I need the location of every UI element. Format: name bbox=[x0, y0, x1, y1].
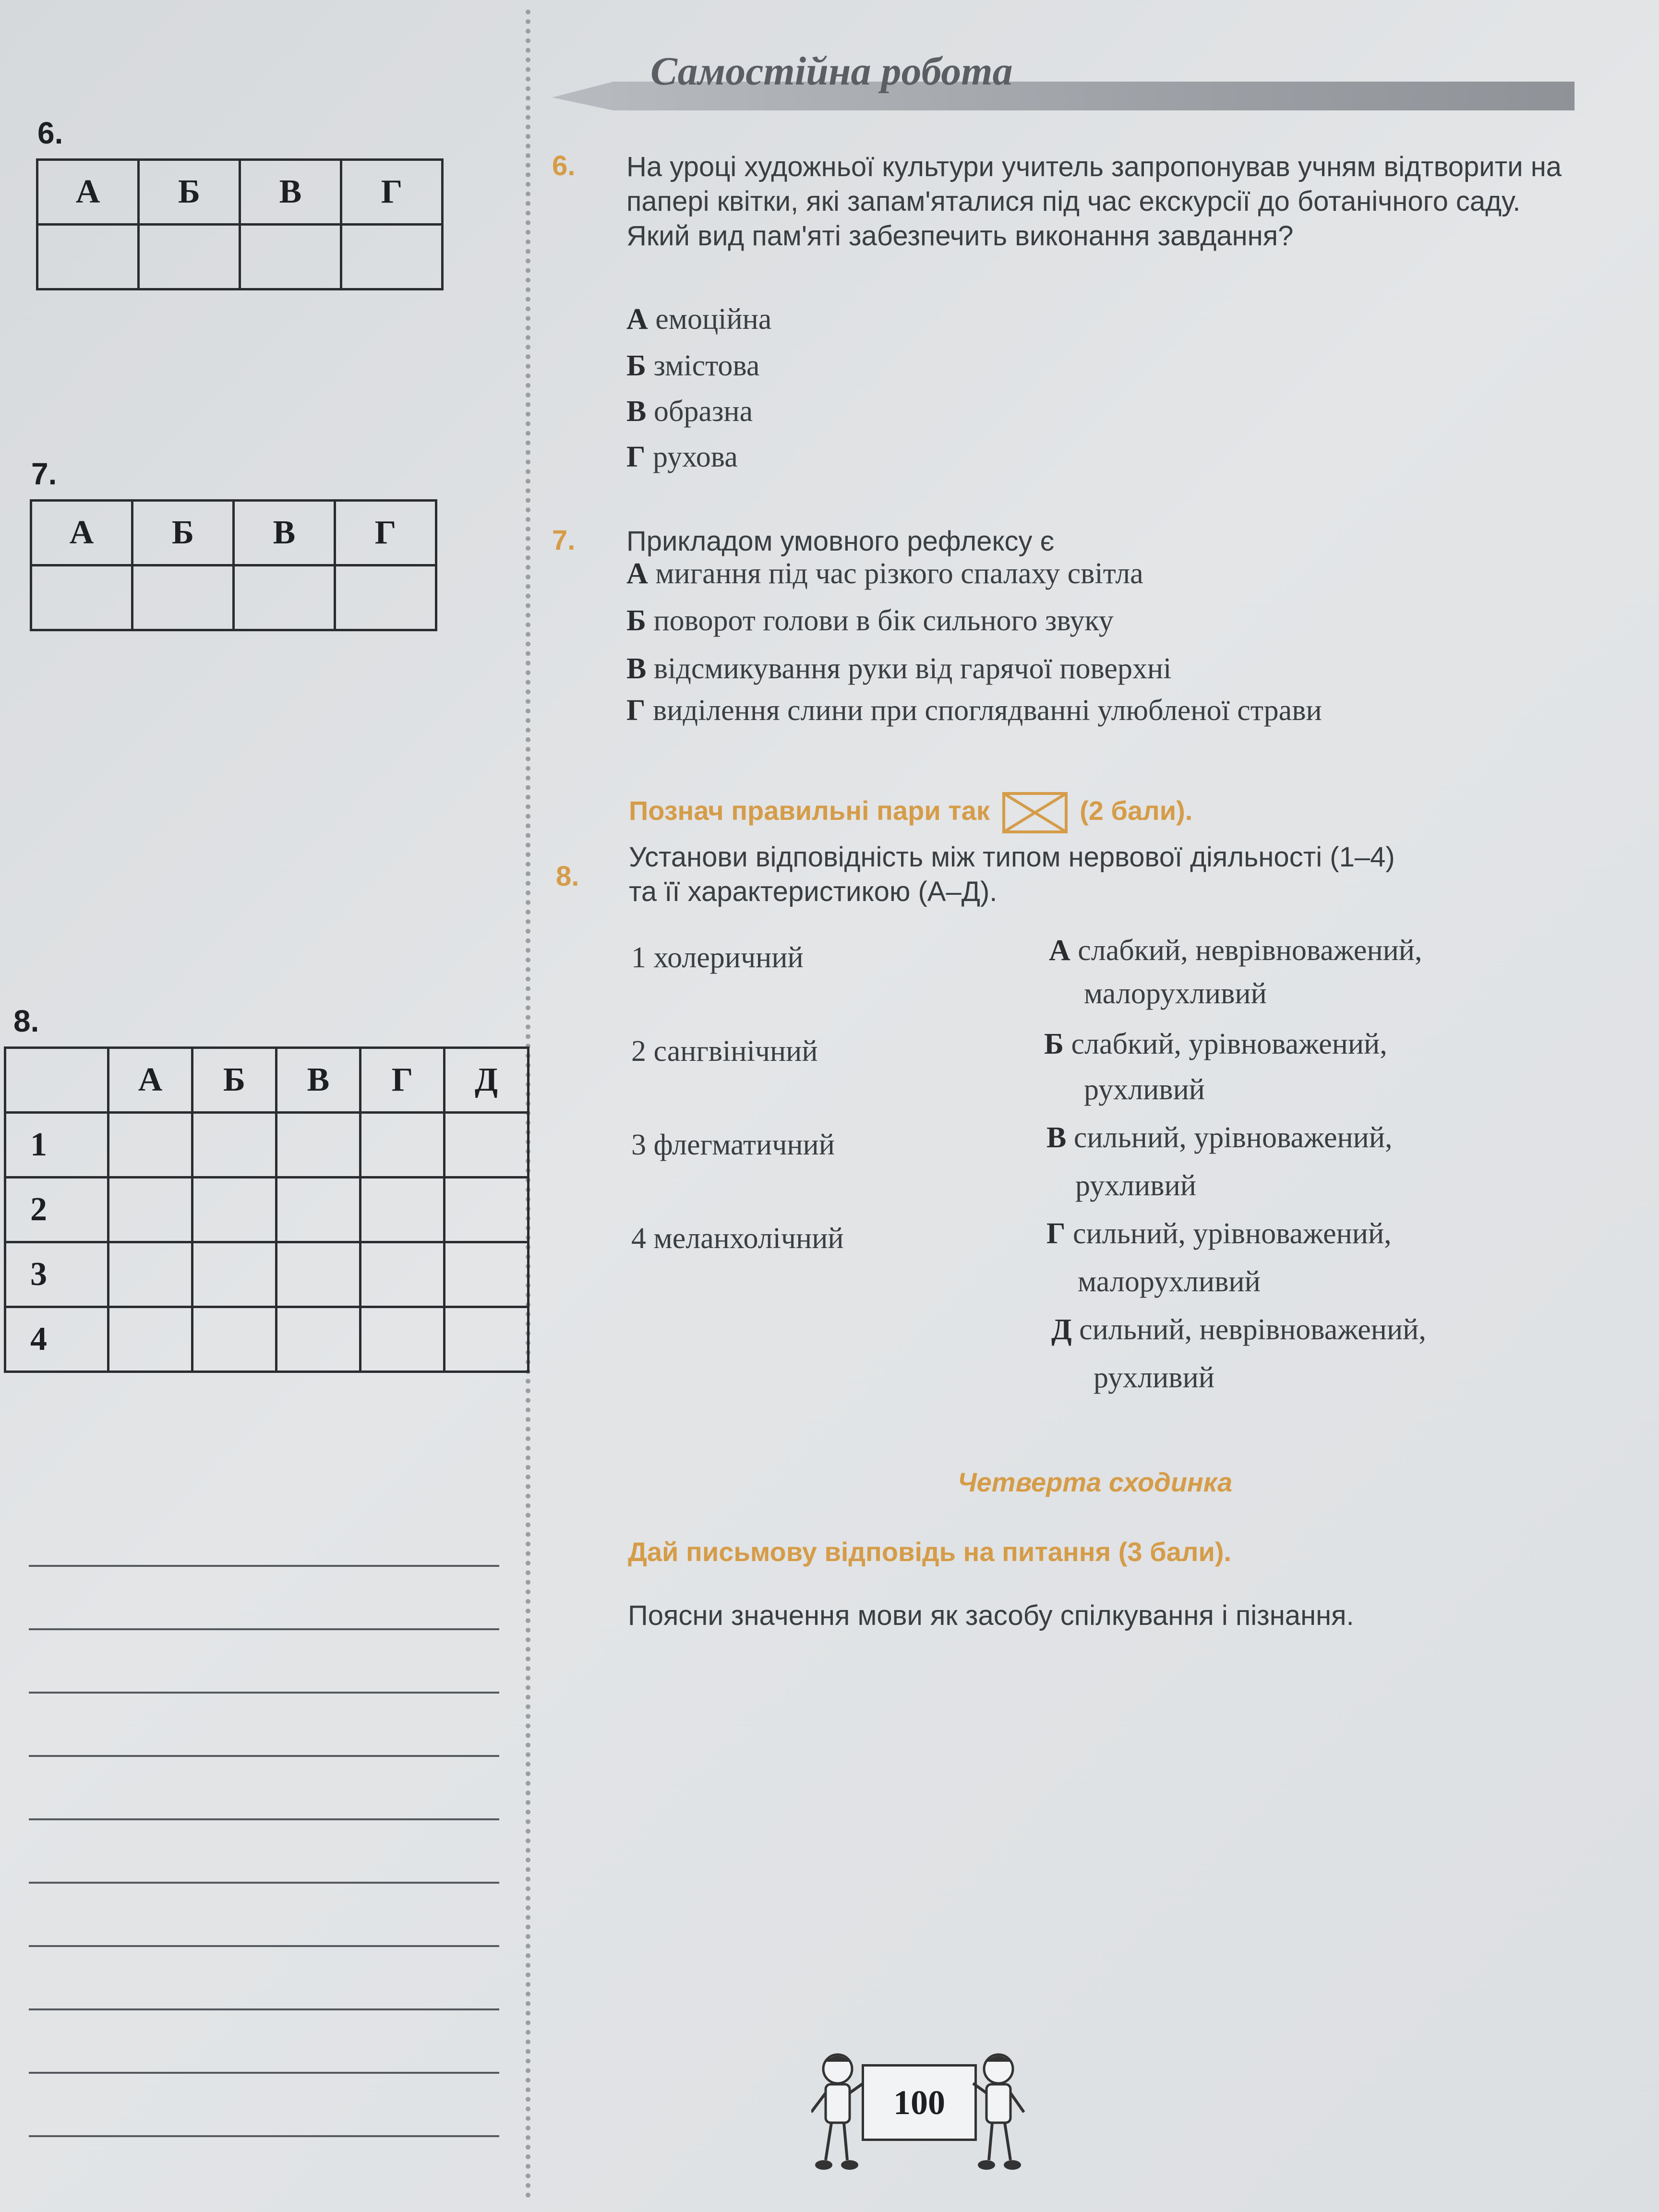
q8-right-item-a: А слабкий, неврівноважений, bbox=[1049, 934, 1422, 967]
envelope-cross-icon bbox=[1002, 792, 1068, 833]
grid6-header-a: А bbox=[37, 160, 139, 225]
q6-number: 6. bbox=[552, 150, 576, 181]
grid8-cell[interactable] bbox=[361, 1307, 445, 1372]
grid7-header-a: А bbox=[31, 501, 132, 565]
grid7-cell[interactable] bbox=[31, 565, 132, 630]
grid8-cell[interactable] bbox=[108, 1307, 192, 1372]
q8-right-item-v-cont: рухливий bbox=[1075, 1169, 1196, 1202]
q8-left-item-4: 4 меланхолічний bbox=[631, 1222, 844, 1255]
page-number: 100 bbox=[862, 2064, 977, 2141]
q7-text: Прикладом умовного рефлексу є bbox=[626, 526, 1055, 557]
grid8-row-label: 2 bbox=[5, 1178, 108, 1242]
grid8-cell[interactable] bbox=[192, 1178, 276, 1242]
grid8-cell[interactable] bbox=[108, 1242, 192, 1307]
q8-left-item-2: 2 сангвінічний bbox=[631, 1035, 818, 1068]
written-question: Поясни значення мови як засобу спілкування і пізнання. bbox=[628, 1600, 1354, 1631]
q8-left-item-3: 3 флегматичний bbox=[631, 1129, 835, 1161]
q7-option-a[interactable]: А мигання під час різкого спалаху світла bbox=[626, 557, 1143, 590]
grid8-cell[interactable] bbox=[445, 1113, 529, 1178]
grid6-header-v: В bbox=[240, 160, 341, 225]
grid8-cell[interactable] bbox=[361, 1178, 445, 1242]
grid8-cell[interactable] bbox=[361, 1242, 445, 1307]
q8-right-item-a-cont: малорухливий bbox=[1084, 977, 1267, 1010]
grid8-cell[interactable] bbox=[445, 1307, 529, 1372]
grid8-cell[interactable] bbox=[192, 1242, 276, 1307]
grid8-cell[interactable] bbox=[276, 1178, 361, 1242]
q8-right-item-v: В сильний, урівноважений, bbox=[1046, 1121, 1393, 1154]
q8-text-line2: та її характеристикою (А–Д). bbox=[629, 876, 998, 907]
stage-title: Четверта сходинка bbox=[958, 1467, 1233, 1497]
grid8-header-v: В bbox=[276, 1048, 361, 1113]
q6-option-v[interactable]: В образна bbox=[626, 395, 753, 428]
q7-option-v[interactable]: В відсмикування руки від гарячої поверхні bbox=[626, 652, 1172, 685]
grid6-cell[interactable] bbox=[341, 225, 443, 289]
q7-option-b[interactable]: Б поворот голови в бік сильного звуку bbox=[626, 604, 1114, 637]
q8-number: 8. bbox=[556, 861, 579, 892]
grid8-cell[interactable] bbox=[276, 1242, 361, 1307]
grid8-corner bbox=[5, 1048, 108, 1113]
q8-right-item-g-cont: малорухливий bbox=[1078, 1265, 1261, 1298]
grid8-row-label: 1 bbox=[5, 1113, 108, 1178]
page-title: Самостійна робота bbox=[650, 49, 1013, 94]
q6-text: На уроці художньої культури учитель запропонував учням відтворити на папері квітки, які запам'яталися під час екскурсії до ботанічного саду. Який вид пам'яті забезпечить виконання завдання? bbox=[626, 151, 1562, 252]
grid8-header-g: Г bbox=[361, 1048, 445, 1113]
q7-number: 7. bbox=[552, 525, 576, 556]
grid8-header-a: А bbox=[108, 1048, 192, 1113]
grid8-cell[interactable] bbox=[108, 1113, 192, 1178]
answer-grid-6 bbox=[36, 158, 444, 290]
grid8-cell[interactable] bbox=[445, 1178, 529, 1242]
q8-right-item-d-cont: рухливий bbox=[1094, 1361, 1214, 1394]
grid6-label: 6. bbox=[37, 116, 63, 150]
grid6-header-b: Б bbox=[139, 160, 240, 225]
grid6-cell[interactable] bbox=[139, 225, 240, 289]
q7-option-g[interactable]: Г виділення слини при споглядванні улюбленої страви bbox=[626, 694, 1322, 727]
grid7-label: 7. bbox=[31, 457, 57, 491]
grid8-cell[interactable] bbox=[108, 1178, 192, 1242]
grid7-cell[interactable] bbox=[335, 565, 436, 630]
boy-right-illustration-icon bbox=[972, 2050, 1025, 2175]
answer-writing-lines[interactable] bbox=[29, 1565, 499, 2199]
q8-right-item-g: Г сильний, урівноважений, bbox=[1046, 1217, 1392, 1250]
grid8-row-label: 4 bbox=[5, 1307, 108, 1372]
grid8-cell[interactable] bbox=[276, 1113, 361, 1178]
boy-left-illustration-icon bbox=[811, 2050, 864, 2175]
grid8-cell[interactable] bbox=[192, 1307, 276, 1372]
grid8-label: 8. bbox=[13, 1004, 39, 1038]
grid7-header-v: В bbox=[234, 501, 335, 565]
grid8-header-b: Б bbox=[192, 1048, 276, 1113]
pairs-instruction: Познач правильні пари так (2 бали). bbox=[629, 792, 1192, 833]
q8-text-line1: Установи відповідність між типом нервової діяльності (1–4) bbox=[629, 842, 1395, 873]
grid6-cell[interactable] bbox=[240, 225, 341, 289]
grid8-cell[interactable] bbox=[276, 1307, 361, 1372]
answer-grid-7 bbox=[30, 499, 437, 631]
q6-option-g[interactable]: Г рухова bbox=[626, 441, 738, 473]
grid7-cell[interactable] bbox=[132, 565, 234, 630]
q8-right-item-d: Д сильний, неврівноважений, bbox=[1051, 1313, 1426, 1346]
q6-option-b[interactable]: Б змістова bbox=[626, 349, 760, 382]
grid8-cell[interactable] bbox=[192, 1113, 276, 1178]
grid8-row-label: 3 bbox=[5, 1242, 108, 1307]
grid7-header-b: Б bbox=[132, 501, 234, 565]
grid7-header-g: Г bbox=[335, 501, 436, 565]
q8-right-item-b-cont: рухливий bbox=[1084, 1073, 1205, 1106]
written-instruction: Дай письмову відповідь на питання (3 бали). bbox=[628, 1537, 1232, 1567]
grid8-cell[interactable] bbox=[361, 1113, 445, 1178]
q8-right-item-b: Б слабкий, урівноважений, bbox=[1044, 1028, 1387, 1060]
grid8-cell[interactable] bbox=[445, 1242, 529, 1307]
grid7-cell[interactable] bbox=[234, 565, 335, 630]
q6-option-a[interactable]: А емоційна bbox=[626, 303, 772, 336]
grid6-header-g: Г bbox=[341, 160, 443, 225]
grid6-cell[interactable] bbox=[37, 225, 139, 289]
q8-left-item-1: 1 холеричний bbox=[631, 941, 804, 974]
grid8-header-d: Д bbox=[445, 1048, 529, 1113]
answer-grid-8 bbox=[4, 1046, 529, 1373]
